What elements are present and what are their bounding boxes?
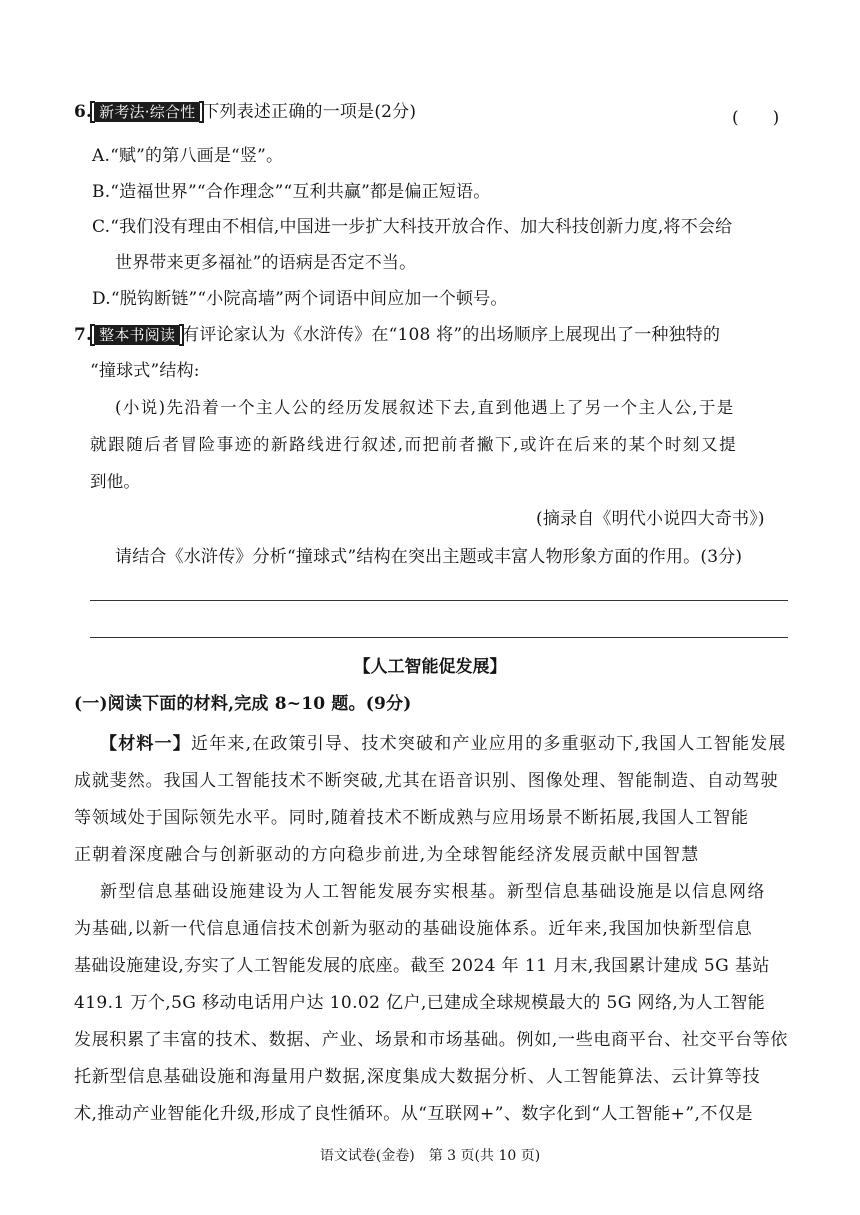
- material-1-p2-line-2: 为基础,以新一代信息通信技术创新为驱动的基础设施体系。近年来,我国加快新型信息: [74, 919, 753, 939]
- option-a: A.“赋”的第八画是“竖”。: [92, 146, 284, 166]
- material-1-line-2: 成就斐然。我国人工智能技术不断突破,尤其在语音识别、图像处理、智能制造、自动驾驶: [74, 771, 779, 791]
- answer-line-2: [90, 637, 788, 638]
- quote-line-2: 就跟随后者冒险事迹的新路线进行叙述,而把前者撇下,或许在后来的某个时刻又提: [90, 435, 738, 454]
- option-b: B.“造福世界”“合作理念”“互利共赢”都是偏正短语。: [92, 182, 491, 202]
- question-7-stem-continued: “撞球式”结构:: [90, 361, 200, 381]
- quote-line-3: 到他。: [90, 472, 141, 491]
- material-1-p2-line-1: 新型信息基础设施建设为人工智能发展夯实根基。新型信息基础设施是以信息网络: [100, 882, 766, 902]
- quote-line-1: (小说)先沿着一个主人公的经历发展叙述下去,直到他遇上了另一个主人公,于是: [115, 398, 735, 417]
- question-tag: 整本书阅读: [94, 325, 180, 345]
- section-title: 【人工智能促发展】: [353, 657, 507, 677]
- question-number: 7.: [74, 325, 93, 345]
- question-text: 有评论家认为《水浒传》在“108 将”的出场顺序上展现出了一种独特的: [182, 325, 721, 345]
- material-1-p2-line-4: 419.1 万个,5G 移动电话用户达 10.02 亿户,已建成全球规模最大的 5G 网络,为人工智能: [74, 993, 766, 1013]
- material-1-p2-line-7: 术,推动产业智能化升级,形成了良性循环。从“互联网+”、数字化到“人工智能+”,不仅是: [74, 1104, 753, 1124]
- material-1-line-4: 正朝着深度融合与创新驱动的方向稳步前进,为全球智能经济发展贡献中国智慧: [74, 845, 700, 865]
- question-tag: 新考法·综合性: [94, 102, 200, 122]
- answer-paren: ( ): [732, 108, 780, 128]
- material-1-p2-line-5: 发展积累了丰富的技术、数据、产业、场景和市场基础。例如,一些电商平台、社交平台等依: [74, 1030, 789, 1050]
- question-number: 6.: [74, 102, 93, 122]
- answer-line-1: [90, 600, 788, 601]
- material-1-p2-line-3: 基础设施建设,夯实了人工智能发展的底座。截至 2024 年 11 月末,我国累计建成 5G 基站: [74, 956, 770, 976]
- option-c-continued: 世界带来更多福祉”的语病是否定不当。: [115, 253, 417, 273]
- question-text: 下列表述正确的一项是(2分): [202, 102, 417, 122]
- option-d: D.“脱钩断链”“小院高墙”两个词语中间应加一个顿号。: [92, 289, 508, 309]
- page-footer: 语文试卷(金卷) 第 3 页(共 10 页): [319, 1148, 541, 1164]
- material-1-line-3: 等领域处于国际领先水平。同时,随着技术不断成熟与应用场景不断拓展,我国人工智能: [74, 808, 749, 828]
- section-heading: (一)阅读下面的材料,完成 8~10 题。(9分): [74, 694, 412, 714]
- option-c: C.“我们没有理由不相信,中国进一步扩大科技开放合作、加大科技创新力度,将不会给: [92, 217, 733, 237]
- question-7-prompt: 请结合《水浒传》分析“撞球式”结构在突出主题或丰富人物形象方面的作用。(3分): [115, 547, 743, 567]
- material-1-line-1: 【材料一】近年来,在政策引导、技术突破和产业应用的多重驱动下,我国人工智能发展: [100, 734, 787, 754]
- quote-source: (摘录自《明代小说四大奇书》): [536, 509, 765, 529]
- material-1-p2-line-6: 托新型信息基础设施和海量用户数据,深度集成大数据分析、人工智能算法、云计算等技: [74, 1067, 761, 1087]
- question-7-stem: [74, 323, 720, 347]
- question-6-stem: [74, 100, 416, 124]
- material-label: 【材料一】: [100, 734, 191, 754]
